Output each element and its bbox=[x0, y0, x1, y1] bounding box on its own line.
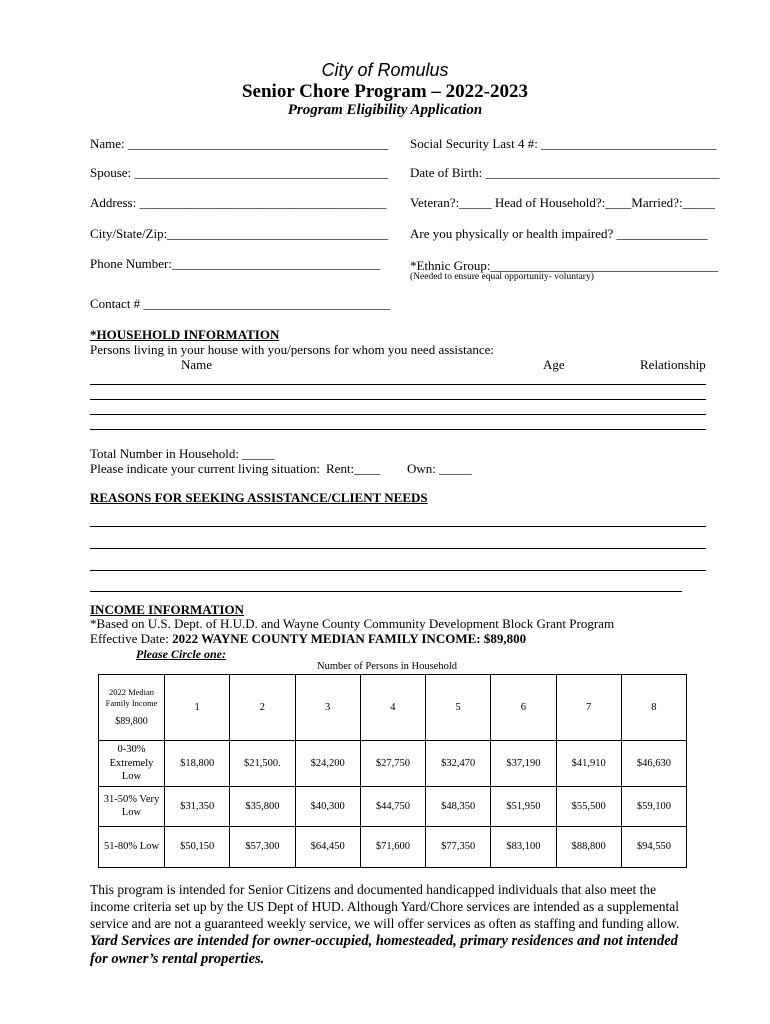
reasons-line-4[interactable] bbox=[90, 591, 682, 592]
household-instructions: Persons living in your house with you/persons for whom you need assistance: bbox=[90, 342, 495, 357]
income-cell[interactable]: $88,800 bbox=[556, 826, 621, 867]
rent-field[interactable]: Rent:____ bbox=[326, 461, 381, 476]
impaired-field[interactable]: Are you physically or health impaired? ______________ bbox=[410, 226, 708, 241]
income-cell[interactable]: $40,300 bbox=[295, 786, 360, 826]
yard-services-note-line-1: Yard Services are intended for owner-occupied, homesteaded, primary residences and not intended bbox=[90, 933, 678, 949]
income-cell[interactable]: $50,150 bbox=[165, 826, 230, 867]
program-note-line-1: This program is intended for Senior Citizens and documented handicapped individuals that also meet the bbox=[90, 882, 657, 897]
income-cell[interactable]: $59,100 bbox=[621, 786, 686, 826]
household-line-2[interactable] bbox=[90, 399, 706, 400]
income-row-very-low[interactable] bbox=[99, 786, 687, 826]
household-line-1[interactable] bbox=[90, 384, 706, 385]
reasons-line-3[interactable] bbox=[90, 570, 706, 571]
income-cell[interactable]: $46,630 bbox=[621, 741, 686, 787]
income-cell[interactable]: $94,550 bbox=[621, 826, 686, 867]
name-field[interactable]: Name: ________________________________________ bbox=[90, 136, 388, 151]
contact-field[interactable]: Contact # ______________________________________ bbox=[90, 296, 391, 311]
ethnic-group-field[interactable]: *Ethnic Group:___________________________________ bbox=[410, 258, 719, 273]
living-situation-label: Please indicate your current living situation: bbox=[90, 461, 320, 476]
reasons-line-1[interactable] bbox=[90, 526, 706, 527]
income-cell[interactable]: $77,350 bbox=[426, 826, 491, 867]
program-title: Senior Chore Program – 2022-2023 bbox=[241, 81, 529, 102]
income-cell[interactable]: $35,800 bbox=[230, 786, 295, 826]
income-cell[interactable]: $48,350 bbox=[426, 786, 491, 826]
household-col-relationship: Relationship bbox=[640, 357, 706, 372]
city-state-zip-field[interactable]: City/State/Zip:__________________________________ bbox=[90, 226, 389, 241]
income-row-extremely-low[interactable] bbox=[99, 741, 687, 787]
household-size-cell: 4 bbox=[360, 675, 425, 741]
income-cell[interactable]: $64,450 bbox=[295, 826, 360, 867]
yard-services-note-line-2: for owner’s rental properties. bbox=[90, 951, 265, 967]
household-size-cell: 5 bbox=[426, 675, 491, 741]
corner-label: 2022 Median Family Income bbox=[105, 686, 158, 708]
ssn-field[interactable]: Social Security Last 4 #: ___________________________ bbox=[410, 136, 717, 151]
household-size-cell: 6 bbox=[491, 675, 556, 741]
program-note-line-2: income criteria set up by the US Dept of HUD. Although Yard/Chore services are intended as a supplemental bbox=[90, 899, 679, 914]
household-size-cell: 2 bbox=[230, 675, 295, 741]
address-field[interactable]: Address: ______________________________________ bbox=[90, 195, 387, 210]
income-cell[interactable]: $41,910 bbox=[556, 741, 621, 787]
income-cell[interactable]: $24,200 bbox=[295, 741, 360, 787]
income-corner-cell bbox=[99, 675, 165, 741]
city-title: City of Romulus bbox=[321, 60, 449, 80]
income-row-label[interactable]: 51-80% Low bbox=[99, 826, 165, 867]
corner-value: $89,800 bbox=[115, 716, 148, 728]
income-cell[interactable]: $57,300 bbox=[230, 826, 295, 867]
household-line-3[interactable] bbox=[90, 414, 706, 415]
effective-date bbox=[90, 631, 526, 647]
household-line-4[interactable] bbox=[90, 429, 706, 430]
household-col-name: Name bbox=[181, 357, 213, 372]
household-total-field[interactable]: Total Number in Household: _____ bbox=[90, 446, 275, 461]
own-field[interactable]: Own: _____ bbox=[407, 461, 472, 476]
ethnic-note: (Needed to ensure equal opportunity- voluntary) bbox=[410, 272, 594, 282]
income-cell[interactable]: $18,800 bbox=[165, 741, 230, 787]
income-cell[interactable]: $21,500. bbox=[230, 741, 295, 787]
dob-field[interactable]: Date of Birth: ____________________________________ bbox=[410, 165, 720, 180]
household-size-cell: 8 bbox=[621, 675, 686, 741]
income-cell[interactable]: $32,470 bbox=[426, 741, 491, 787]
income-row-label[interactable]: 31-50% Very Low bbox=[99, 786, 165, 826]
program-note-line-3: service and are not a guaranteed weekly service, we will offer services as often as staffing and funding allow. bbox=[90, 916, 680, 931]
income-heading: INCOME INFORMATION bbox=[90, 602, 244, 617]
household-col-age: Age bbox=[543, 357, 565, 372]
income-cell[interactable]: $37,190 bbox=[491, 741, 556, 787]
income-row-low[interactable] bbox=[99, 826, 687, 867]
reasons-heading: REASONS FOR SEEKING ASSISTANCE/CLIENT NEEDS bbox=[90, 490, 428, 505]
veteran-household-married-field[interactable]: Veteran?:_____ Head of Household?:____Married?:_____ bbox=[410, 195, 716, 210]
circle-instruction: Please Circle one: bbox=[136, 647, 226, 661]
median-income-statement: 2022 WAYNE COUNTY MEDIAN FAMILY INCOME: $89,800 bbox=[172, 631, 527, 646]
household-size-cell: 7 bbox=[556, 675, 621, 741]
household-size-cell: 1 bbox=[165, 675, 230, 741]
income-table bbox=[98, 674, 687, 868]
income-cell[interactable]: $71,600 bbox=[360, 826, 425, 867]
income-row-label[interactable]: 0-30% Extremely Low bbox=[99, 741, 165, 787]
household-size-cell: 3 bbox=[295, 675, 360, 741]
income-cell[interactable]: $44,750 bbox=[360, 786, 425, 826]
phone-field[interactable]: Phone Number:________________________________ bbox=[90, 256, 380, 271]
income-cell[interactable]: $51,950 bbox=[491, 786, 556, 826]
income-cell[interactable]: $31,350 bbox=[165, 786, 230, 826]
form-subtitle: Program Eligibility Application bbox=[287, 102, 483, 118]
income-header-row bbox=[99, 675, 687, 741]
household-heading: *HOUSEHOLD INFORMATION bbox=[90, 327, 280, 342]
persons-label: Number of Persons in Household bbox=[317, 661, 457, 672]
spouse-field[interactable]: Spouse: _______________________________________ bbox=[90, 165, 388, 180]
effective-prefix: Effective Date: bbox=[90, 631, 173, 646]
reasons-line-2[interactable] bbox=[90, 548, 706, 549]
income-cell[interactable]: $83,100 bbox=[491, 826, 556, 867]
income-cell[interactable]: $55,500 bbox=[556, 786, 621, 826]
income-cell[interactable]: $27,750 bbox=[360, 741, 425, 787]
income-basis: *Based on U.S. Dept. of H.U.D. and Wayne County Community Development Block Grant Program bbox=[90, 616, 615, 631]
